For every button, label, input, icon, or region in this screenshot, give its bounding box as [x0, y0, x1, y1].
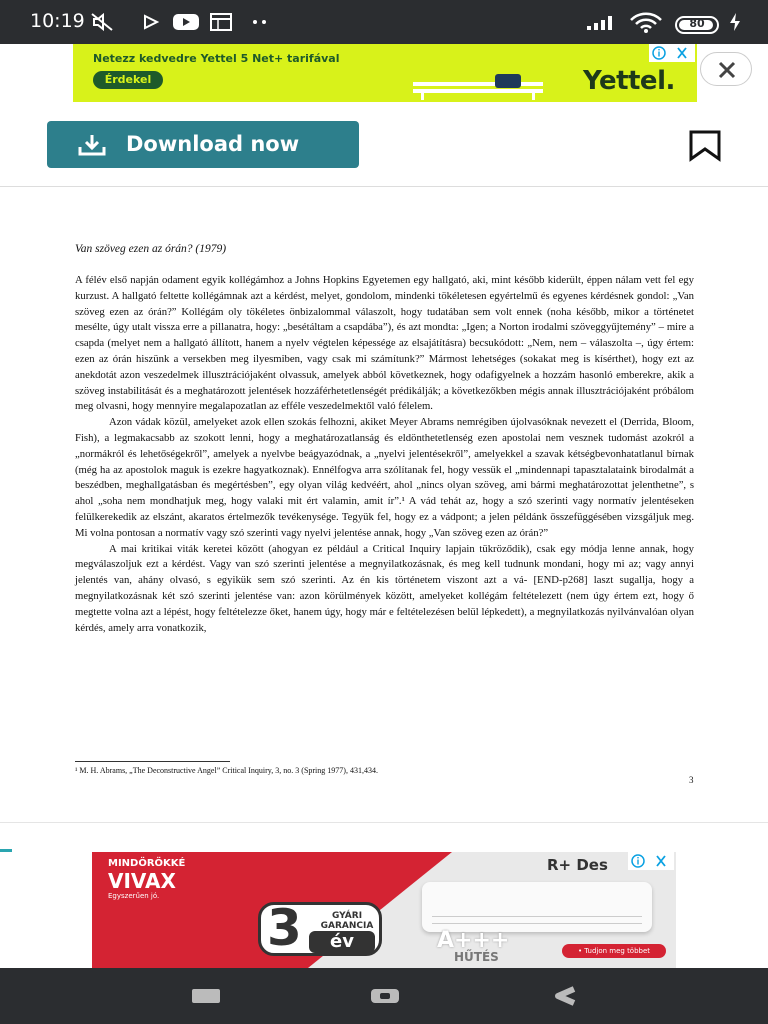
- mute-icon: [90, 12, 116, 32]
- home-icon: [369, 986, 401, 1006]
- page-number: 3: [689, 775, 694, 785]
- ad-product-name: R+ Des: [547, 856, 608, 874]
- calendar-icon: [210, 12, 232, 32]
- ad-brand-logo: Yettel.: [583, 66, 675, 96]
- close-ad-button[interactable]: [700, 52, 752, 86]
- play-icon: [143, 12, 159, 32]
- page-separator: [0, 822, 768, 823]
- signal-icon: [585, 12, 621, 32]
- status-bar: [0, 0, 768, 44]
- download-icon: [77, 133, 107, 162]
- ad-cta-button[interactable]: Érdekel: [93, 71, 163, 89]
- learn-more-button[interactable]: • Tudjon meg többet: [562, 944, 666, 958]
- navigation-bar: [0, 968, 768, 1024]
- air-conditioner-image: [422, 882, 652, 932]
- document-title: Van szöveg ezen az órán? (1979): [75, 243, 227, 255]
- battery-level: 80: [689, 17, 705, 30]
- paragraph: Azon vádak közül, amelyeket azok ellen szokás felhozni, akiket Meyer Abrams nemrégiben újolvasóknak nevezett el (Derrida, Bloom, Fish), a legmakacsabb az szokott lenni, hogy a meghatározatlanság és eldönthetetlenség ezen apostolai nem vesznek tudomást azokról a „normákról és lehetőségekről”, amelyek a nyelvbe beágyazódnak, a „nyelvi jelentésekről”, amelyekkel a szavak kétségbevonhatatlanul bírnak (még ha az apostolok maguk is ezekre hagyatkoznak). Ennélfogva arra szólítanak fel, hogy vessük el „mindennapi tapasztalataink birodalmát a beszédben, meghallgatásban és megértésben”, egy olyan világ kedvéért, ahol „nincs olyan szöveg, ami bármi meghatározottat jelenthetne”, s ahol „soha nem mondhatjuk meg, hogy valaki mit ért valamin, amit ír”.¹ A vád tehát az, hogy a szó szerinti vagy normatív jelentéseken felülkerekedik az elszánt, akaratos értelmezők tevékenysége. Tegyük fel, hogy ez a vádpont; a jelen példánk összefüggésében vizsgáljuk meg. Mi volna pontosan a normatív vagy szó szerinti vagy nyelvi jelentése annak, hogy „Van szöveg ezen az órán?”: [75, 416, 694, 539]
- warranty-label: GYÁRI GARANCIA: [320, 911, 374, 931]
- download-label: Download now: [126, 132, 300, 156]
- recent-apps-button[interactable]: [190, 986, 222, 1011]
- footnote-rule: [75, 761, 230, 762]
- ad-subtitle: Egyszerűen jó.: [108, 892, 160, 900]
- home-button[interactable]: [369, 986, 401, 1011]
- bookmark-icon: [688, 130, 722, 162]
- back-button[interactable]: [552, 986, 578, 1011]
- bookmark-button[interactable]: [688, 130, 722, 162]
- footnote: ¹ M. H. Abrams, „The Deconstructive Angel” Critical Inquiry, 3, no. 3 (Spring 1977), 431,434.: [75, 766, 378, 775]
- ad-choices-icon[interactable]: [628, 852, 674, 875]
- ad-feature: HŰTÉS: [454, 950, 499, 964]
- bottom-advertisement[interactable]: [92, 852, 676, 968]
- paragraph: A mai kritikai viták keretei között (ahogyan ez például a Critical Inquiry lapjain tükröződik), csak egy módja lenne annak, hogy megválaszoljuk ezt a kérdést. Vagy van szó szerinti jelentése a megnyilatkozásnak, és meg kell tudnunk mondani, hogy mi az; vagy annyi jelentés van, ahány olvasó, s egyikük sem szó szerinti. Az én kis történetem viszont azt a vá- [END-p268] laszt sugallja, hogy a megnyilatkozásnak két szó szerinti jelentése van: azon körülmények között, amelyeket kollégám feltételezett (nem úgy értem ezt, hogy ő megtette volna azt a lépést, hogy feltételezze őket, hanem úgy, hogy már e feltételezésen belül lépkedett), a megnyilatkozás nyilvánvalóan olyan kérdés, amely arra vonatkozik,: [75, 542, 694, 634]
- ad-choices-icon[interactable]: [649, 44, 695, 67]
- document-page: [0, 187, 768, 823]
- paragraph: A félév első napján odament egyik kollégámhoz a Johns Hopkins Egyetemen egy hallgató, aki, mint később kiderült, éppen nálam vett fel egy kurzust. A hallgató feltette kollégámnak azt a kérdést, melyet, gondolom, mindenki tökéletesen egyértelmű és egyenes kérdésnek gondol: „Van szöveg ezen az órán?” Kollégám oly tökéletes önbizalommal válaszolt, hogy tudatában sem volt ennek (noha később, mikor a történetet mesélte, úgy utalt vissza erre a pillanatra, hogy: „besétáltam a csapdába”), és azt mondta: „Igen; a Norton irodalmi szöveggyűjtemény” – mire a csapda (melyet nem a hallgató állított, hanem a nyelv végtelen képessége az elsajátításra) becsukódott: „Nem, nem – válaszolta –, úgy értem: ezen az órán hiszünk a versekben meg ilyesmiben, vagy csak mi számítunk?” Mármost lehetséges (sokakat meg is kísérthet), hogy ezt az anekdotát azon veszedelmek illusztrációjaként olvassuk, amelyek abból következnek, hogy odafigyelnek a hozzám hasonló emberekre, akik a szöveg instabilitását és a meghatározott jelentések hozzáférhetetlenségét prédikálják; a következőkben mégis annak illusztrációjaként próbálom meg olvasni, hogy mennyire megalapozatlan az efféle veszedelmektől való félelem.: [75, 274, 694, 413]
- close-icon: [701, 53, 753, 87]
- charging-icon: [728, 12, 742, 32]
- clock: 10:19: [30, 10, 85, 32]
- warranty-badge: [258, 899, 382, 957]
- youtube-icon: [172, 12, 200, 32]
- recent-apps-icon: [190, 986, 222, 1006]
- battery-indicator: [675, 16, 719, 34]
- ad-brand: VIVAX: [108, 869, 176, 893]
- warranty-years: 3: [267, 899, 302, 957]
- warranty-unit: év: [309, 931, 375, 953]
- document-body: [75, 273, 694, 636]
- top-advertisement[interactable]: [73, 44, 697, 102]
- back-icon: [552, 986, 578, 1006]
- wifi-icon: [628, 12, 664, 32]
- more-icon: [250, 12, 270, 32]
- ad-tagline: MINDÖRÖKKÉ: [108, 858, 186, 869]
- download-button[interactable]: [47, 121, 359, 168]
- bench-illustration-icon: [413, 74, 543, 100]
- page-marker: [0, 849, 12, 852]
- energy-class: A+++: [437, 928, 510, 953]
- ad-headline: Netezz kedvedre Yettel 5 Net+ tarifával: [93, 52, 340, 65]
